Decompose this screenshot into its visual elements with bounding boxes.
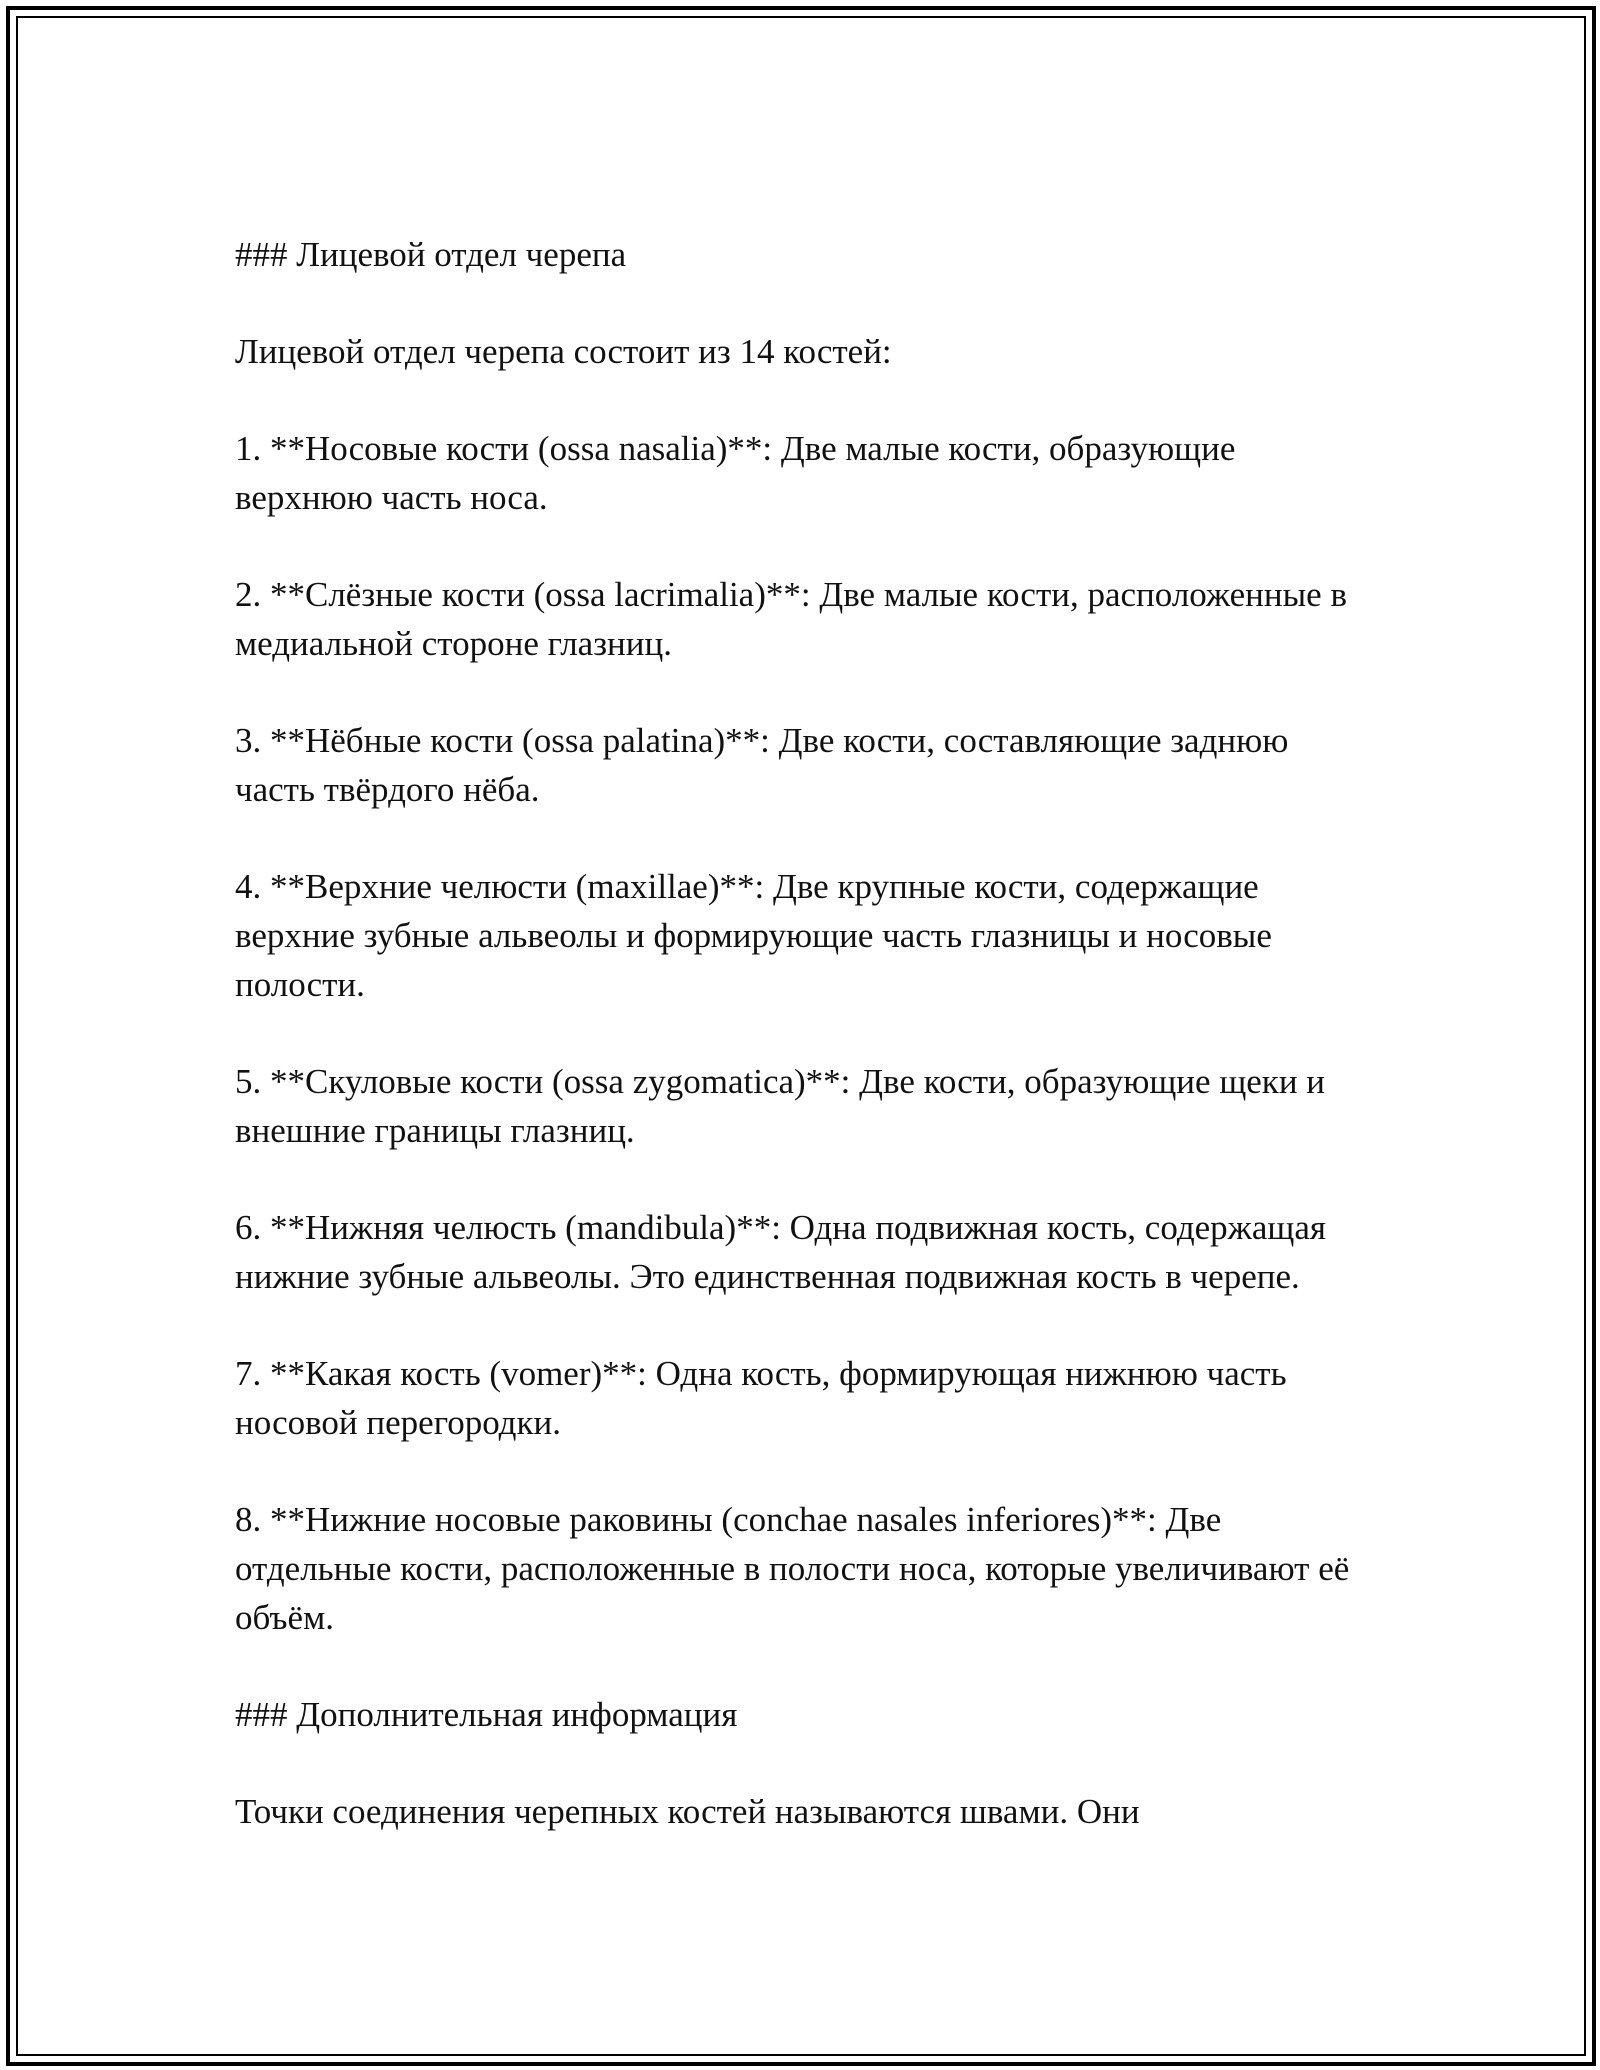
section-heading-facial-skull: ### Лицевой отдел черепа xyxy=(235,235,627,274)
list-item: 8. **Нижние носовые раковины (conchae nasales inferiores)**: Две отдельные кости, расположенные в полости носа, которые увеличивают её объём. xyxy=(235,1500,1350,1637)
list-item: 1. **Носовые кости (ossa nasalia)**: Две малые кости, образующие верхнюю часть носа. xyxy=(235,429,1236,517)
document-body xyxy=(235,230,1375,1836)
list-item: 5. **Скуловые кости (ossa zygomatica)**: Две кости, образующие щеки и внешние границы глазниц. xyxy=(235,1062,1326,1150)
closing-paragraph: Точки соединения черепных костей называются швами. Они xyxy=(235,1792,1140,1831)
list-item: 4. **Верхние челюсти (maxillae)**: Две крупные кости, содержащие верхние зубные альвеолы и формирующие часть глазницы и носовые полости. xyxy=(235,867,1272,1004)
list-item: 3. **Нёбные кости (ossa palatina)**: Две кости, составляющие заднюю часть твёрдого нёба. xyxy=(235,721,1289,809)
list-item: 6. **Нижняя челюсть (mandibula)**: Одна подвижная кость, содержащая нижние зубные альвеолы. Это единственная подвижная кость в черепе. xyxy=(235,1208,1326,1296)
section-heading-additional-info: ### Дополнительная информация xyxy=(235,1695,738,1734)
intro-paragraph: Лицевой отдел черепа состоит из 14 костей: xyxy=(235,332,892,371)
list-item: 2. **Слёзные кости (ossa lacrimalia)**: Две малые кости, расположенные в медиальной стороне глазниц. xyxy=(235,575,1347,663)
list-item: 7. **Какая кость (vomer)**: Одна кость, формирующая нижнюю часть носовой перегородки. xyxy=(235,1354,1287,1442)
